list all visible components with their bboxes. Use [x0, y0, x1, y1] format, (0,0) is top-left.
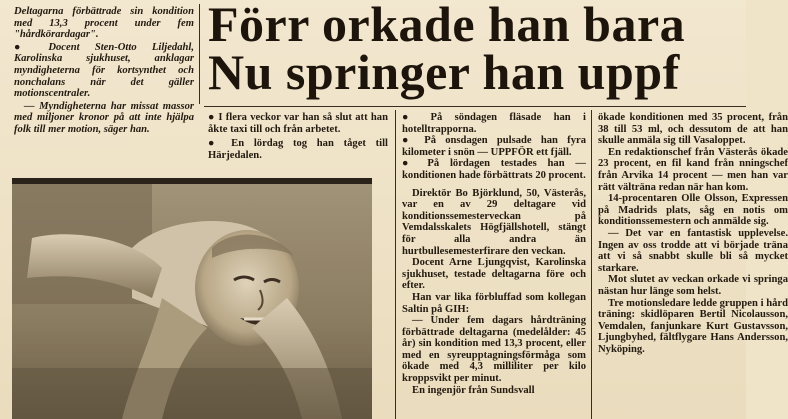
body-paragraph: En redaktionschef från Västerås ökade 23 procent, en fil kand från nningschef från Arvika 14 procent — men han var rätt välträna redan när han kom. — [598, 146, 788, 193]
column-3 — [402, 112, 586, 419]
bullet-paragraph: ● En lördag tog han tåget till Härjedalen. — [208, 138, 388, 161]
lead-column — [14, 6, 194, 174]
photo-image — [12, 178, 372, 419]
body-paragraph: — Under fem dagars hårdträning förbättrade deltagarna (medelålder: 45 år) sin kondition med 13,3 procent, eller med en syreupptagningsförmåga som ökade med 4,3 milliliter per kilo kroppsvikt per minut. — [402, 315, 586, 385]
body-paragraph: 14-procentaren Olle Olsson, Expressen på Madrids plats, såg en notis om konditionssemestern och anmälde sig. — [598, 193, 788, 228]
column-rule — [591, 110, 592, 419]
body-paragraph: Mot slutet av veckan orkade vi springa nästan hur länge som helst. — [598, 274, 788, 297]
body-paragraph: Tre motionsledare ledde gruppen i hård träning: skidlöparen Bertil Nicolausson, Vemdalen, fanjunkare Kurt Gustavsson, Ljungbyhed, fältflygare Hans Andersson, Nyköping. — [598, 297, 788, 355]
headline-line-2: Nu springer han uppf — [208, 44, 680, 100]
column-rule — [199, 4, 200, 104]
body-paragraph: En ingenjör från Sundsvall — [412, 384, 535, 396]
lead-paragraph: ● Docent Sten-Otto Liljedahl, Karolinska sjukhuset, anklagar myndigheterna för kortsynthet och nonchalans när det gäller motionscentraler. — [14, 41, 194, 100]
lead-paragraph: — Myndigheterna har missat massor med miljoner kronor på att inte hjälpa folk till mer motion, säger han. — [14, 100, 194, 135]
body-paragraph: Direktör Bo Björklund, 50, Västerås, var en av 29 deltagare vid konditionssemesterveckan på Vemdalsskalets Högfjällshotell, stängt för alla andra än hurtbullesemesterfirare den veckan. — [402, 187, 586, 257]
lead-paragraph: Deltagarna förbättrade sin kondition med 13,3 procent under fem "hårdkörardagar". — [14, 6, 194, 41]
body-paragraph: ökade konditionen med 35 procent, från 38 till 53 ml, och dessutom de att han skulle anmäla sig till Vasaloppet. — [598, 112, 788, 147]
bullet-paragraph: ● På söndagen fläsade han i hotelltrapporna. — [402, 112, 586, 135]
column-rule — [395, 110, 396, 419]
photo-runner — [12, 178, 372, 419]
column-2 — [208, 112, 388, 174]
bullet-paragraph: ● På lördagen testades han — konditionen hade förbättrats 20 procent. — [402, 158, 586, 181]
column-4 — [598, 112, 788, 419]
bullet-paragraph: ● På onsdagen pulsade han fyra kilometer i snön — UPPFÖR ett fjäll. — [402, 135, 586, 158]
headline-rule — [204, 106, 746, 107]
headline — [208, 0, 768, 105]
body-paragraph: Docent Arne Ljungqvist, Karolinska sjukhuset, testade deltagarna före och efter. — [402, 257, 586, 292]
body-paragraph: — Det var en fantastisk upplevelse. Ingen av oss trodde att vi började träna att vi så snabbt skulle bli så mycket starkare. — [598, 227, 788, 274]
headline-line-1: Förr orkade han bara — [208, 0, 686, 52]
bullet-paragraph: ● I flera veckor var han så slut att han åkte taxi till och från arbetet. — [208, 112, 388, 135]
body-paragraph: Han var lika förbluffad som kollegan Saltin på GIH: — [402, 291, 586, 315]
